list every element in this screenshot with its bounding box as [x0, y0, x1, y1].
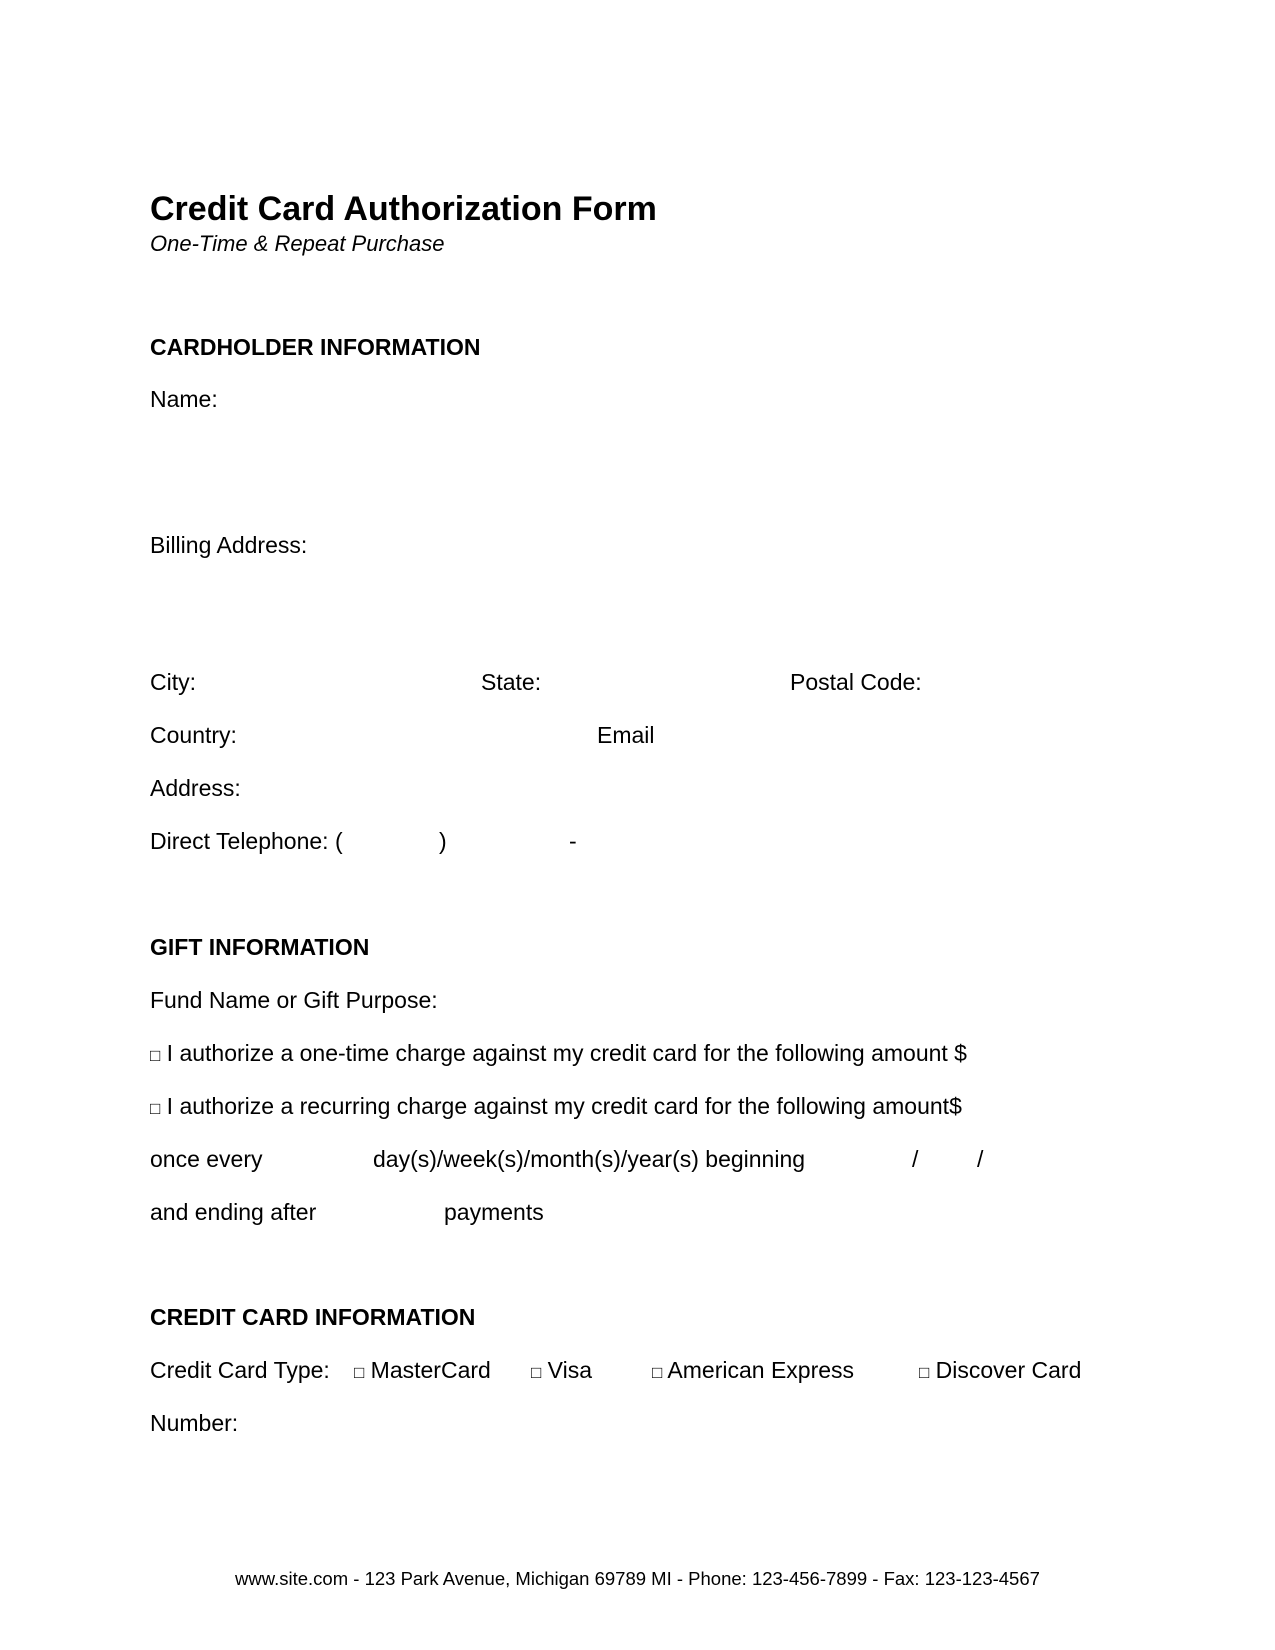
one-time-charge-row	[150, 1040, 967, 1067]
visa-checkbox[interactable]: □	[531, 1363, 542, 1382]
telephone-dash: -	[569, 828, 577, 854]
card-type-visa	[531, 1357, 592, 1384]
one-time-charge-text: I authorize a one-time charge against my credit card for the following amount $	[166, 1040, 967, 1066]
amex-label: American Express	[667, 1357, 855, 1383]
recurring-checkbox[interactable]: □	[150, 1099, 161, 1118]
page-footer: www.site.com - 123 Park Avenue, Michigan 69789 MI - Phone: 123-456-7899 - Fax: 123-123-4567	[235, 1568, 1040, 1589]
card-type-label: Credit Card Type:	[150, 1357, 330, 1383]
discover-label: Discover Card	[935, 1357, 1082, 1383]
card-number-label: Number:	[150, 1410, 239, 1436]
payments-label: payments	[444, 1199, 544, 1225]
one-time-checkbox[interactable]: □	[150, 1046, 161, 1065]
state-label: State:	[481, 669, 542, 695]
date-slash-1: /	[912, 1146, 919, 1172]
credit-card-heading: CREDIT CARD INFORMATION	[150, 1304, 476, 1330]
cardholder-heading: CARDHOLDER INFORMATION	[150, 334, 481, 360]
postal-code-label: Postal Code:	[790, 669, 922, 695]
date-slash-2: /	[977, 1146, 984, 1172]
recurring-charge-text: I authorize a recurring charge against my credit card for the following amount$	[166, 1093, 962, 1119]
email-label: Email	[597, 722, 655, 748]
name-label: Name:	[150, 386, 218, 412]
ending-after-label: and ending after	[150, 1199, 317, 1225]
period-options-label: day(s)/week(s)/month(s)/year(s) beginning	[373, 1146, 806, 1172]
country-label: Country:	[150, 722, 237, 748]
telephone-label: Direct Telephone: (	[150, 828, 343, 854]
page-subtitle: One-Time & Repeat Purchase	[150, 231, 445, 256]
amex-checkbox[interactable]: □	[652, 1363, 663, 1382]
recurring-charge-row	[150, 1093, 962, 1120]
billing-address-label: Billing Address:	[150, 532, 308, 558]
fund-name-label: Fund Name or Gift Purpose:	[150, 987, 438, 1013]
card-type-discover	[919, 1357, 1081, 1384]
card-type-mastercard	[354, 1357, 491, 1384]
mastercard-label: MasterCard	[370, 1357, 491, 1383]
visa-label: Visa	[547, 1357, 592, 1383]
card-type-amex	[652, 1357, 854, 1384]
telephone-close-paren: )	[439, 828, 447, 854]
address-label: Address:	[150, 775, 241, 801]
gift-heading: GIFT INFORMATION	[150, 934, 370, 960]
page-title: Credit Card Authorization Form	[150, 190, 657, 228]
once-every-label: once every	[150, 1146, 263, 1172]
mastercard-checkbox[interactable]: □	[354, 1363, 365, 1382]
city-label: City:	[150, 669, 196, 695]
discover-checkbox[interactable]: □	[919, 1363, 930, 1382]
